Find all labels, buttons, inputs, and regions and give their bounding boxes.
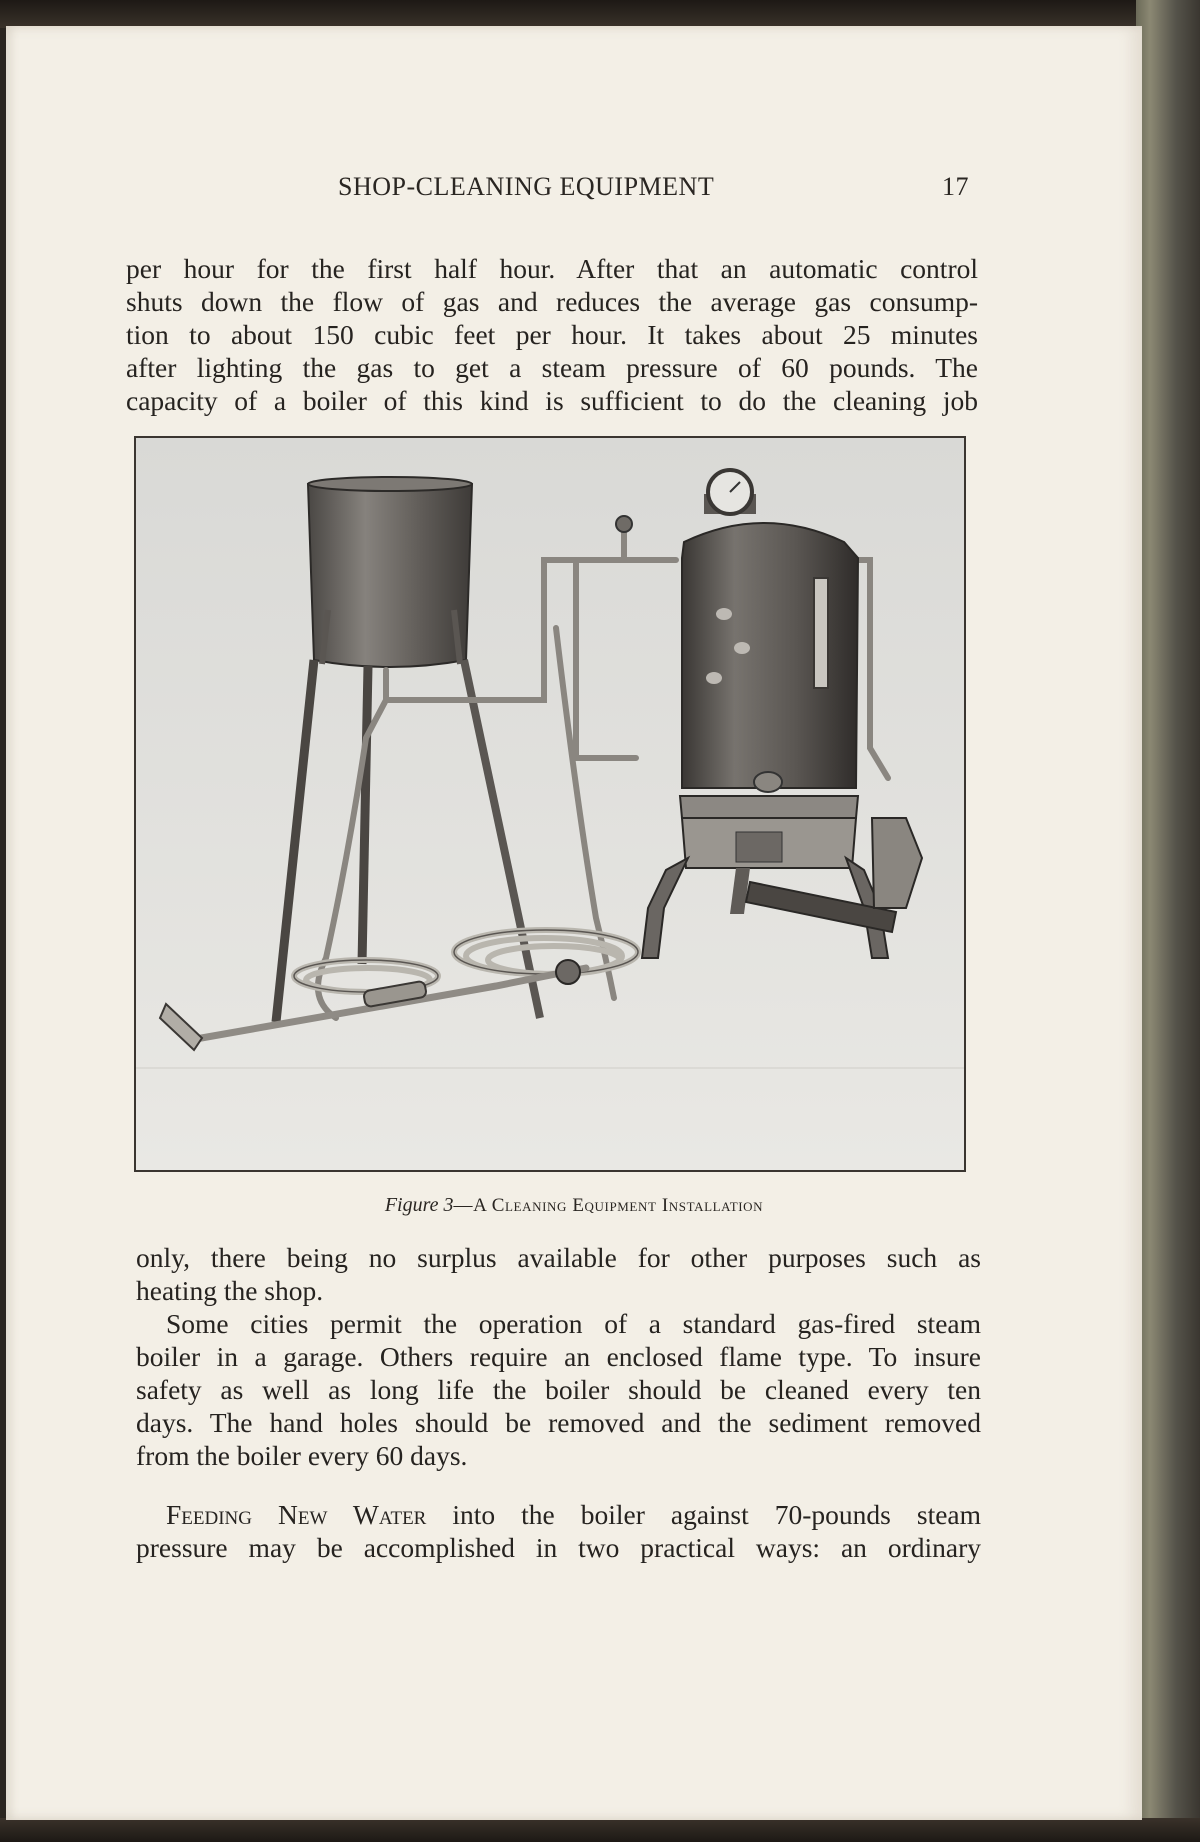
text-line: pressure may be accomplished in two practical ways: an ordinary [136, 1532, 981, 1563]
text-line: capacity of a boiler of this kind is sufficient to do the cleaning job [126, 385, 978, 416]
figure-photograph [134, 436, 966, 1172]
figure-label: Figure 3 [384, 1194, 454, 1216]
paragraph-continued-after-figure [136, 1241, 981, 1307]
paragraph-feeding-new-water [136, 1498, 981, 1564]
running-head [6, 172, 1142, 212]
paragraph-continued [126, 252, 978, 417]
text-line: shuts down the flow of gas and reduces the average gas consump- [126, 286, 978, 317]
text-line: from the boiler every 60 days. [136, 1440, 468, 1471]
paragraph-boiler-regulations [136, 1307, 981, 1472]
section-lead-in: Feeding New Water [166, 1499, 427, 1530]
text-run: into the boiler against 70-pounds steam [426, 1499, 982, 1530]
text-line: per hour for the first half hour. After that an automatic control [126, 253, 978, 284]
book-cover-top [0, 0, 1200, 28]
text-line: tion to about 150 cubic feet per hour. It takes about 25 minutes [126, 319, 978, 350]
text-line: after lighting the gas to get a steam pressure of 60 pounds. The [126, 352, 978, 383]
text-line: days. The hand holes should be removed and the sediment removed [136, 1407, 981, 1438]
cleaning-equipment-illustration [136, 438, 964, 1170]
text-line: only, there being no surplus available for other purposes such as [136, 1242, 981, 1273]
book-cover-bottom [0, 1818, 1200, 1842]
text-line: boiler in a garage. Others require an enclosed flame type. To insure [136, 1341, 981, 1372]
caption-separator: — [453, 1195, 474, 1216]
text-line: safety as well as long life the boiler should be cleaned every ten [136, 1374, 981, 1405]
text-line: Some cities permit the operation of a standard gas-fired steam [166, 1308, 981, 1339]
running-head-title: SHOP-CLEANING EQUIPMENT [338, 172, 715, 201]
book-page [6, 26, 1142, 1820]
page-number: 17 [942, 172, 969, 201]
book-cover-spine-edge [1136, 0, 1200, 1842]
text-line: heating the shop. [136, 1275, 324, 1306]
figure-title: A Cleaning Equipment Installation [473, 1195, 764, 1216]
figure-caption [6, 1194, 1142, 1217]
text-line [136, 1498, 981, 1531]
